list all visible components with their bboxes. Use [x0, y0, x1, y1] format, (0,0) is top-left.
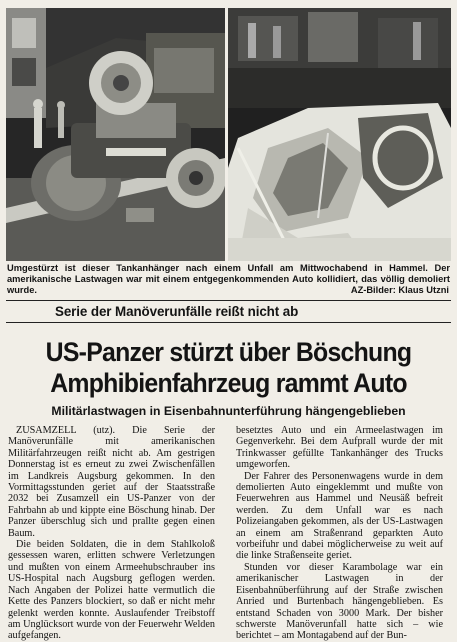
article-column-right	[236, 425, 443, 642]
divider-top	[6, 300, 451, 301]
headline-line-1: US-Panzer stürzt über Böschung	[45, 337, 412, 367]
article-paragraph: ZUSAMZELL (utz). Die Serie der Manöverunfälle mit amerikanischen Militärfahrzeugen reißt nicht ab. Am gestrigen Donnerstag ist es erneut zu zwei Zwischenfällen im Landkreis Augsburg gekommen. In den Vormittagsstunden geriet auf der Staatsstraße 2032 bei Zusamzell ein US-Panzer von der Fahrbahn ab und kippte eine Böschung hinab. Der Panzer überschlug sich und prallte gegen einen Baum.	[8, 425, 215, 539]
subheadline: Militärlastwagen in Eisenbahnunterführung hängengeblieben	[51, 404, 406, 418]
photo-strip	[6, 8, 451, 261]
article-paragraph: Stunden vor dieser Karambolage war ein amerikanischer Lastwagen in der Eisenbahnüberführung auf der Straße zwischen Anried und Burtenbach hängengeblieben. Es entstand Schaden von 3000 Mark. Der bisher schwerste Manöverunfall hatte sich – wie berichtet – am Montagabend auf der Bun-	[236, 561, 443, 642]
divider-kicker	[6, 322, 451, 323]
tank-trailer-illustration	[6, 8, 225, 261]
article-paragraph: besetztes Auto und ein Armeelastwagen im Gegenverkehr. Bei dem Aufprall wurde der mit Trinkwasser gefüllte Tankanhänger des Trucks umgeworfen.	[236, 425, 443, 471]
photo-caption: Umgestürzt ist dieser Tankanhänger nach einem Unfall am Mittwochabend in Hammel. Der amerikanische Lastwagen war mit einem entgegenkommenden Auto kollidiert, das völlig demoliert wurde.	[7, 263, 450, 296]
demolished-car-illustration	[228, 8, 451, 261]
kicker: Serie der Manöverunfälle reißt nicht ab	[55, 304, 299, 319]
photo-overturned-tank-trailer	[6, 8, 225, 261]
photo-demolished-car	[228, 8, 451, 261]
article-paragraph: Die beiden Soldaten, die in dem Stahlkoloß gessessen waren, erlitten schwere Verletzungen und mußten von einem Armeehubschrauber ins US-Hospital nach Augsburg geflogen werden. Nach Angaben der Polizei hatte vermutlich die Kette des Panzers blockiert, so daß er nicht mehr gelenkt werden konnte. Auslaufender Treibstoff am Unglücksort wurde von der Feuerwehr Welden aufgefangen.	[8, 539, 215, 642]
article-paragraph: Der Fahrer des Personenwagens wurde in dem demolierten Auto eingeklemmt und mußte von Feuerwehren aus Hammel und Neusäß befreit werden. Zu dem Unfall war es nach Polizeiangaben gekommen, als der US-Lastwagen an einem am Straßenrand geparkten Auto vorbeifuhr und dabei möglicherweise zu weit auf die linke Straßenseite geriet.	[236, 470, 443, 562]
photo-credit: AZ-Bilder: Klaus Utzni	[350, 285, 449, 295]
headline-line-2: Amphibienfahrzeug rammt Auto	[50, 368, 407, 398]
article-column-left	[8, 425, 215, 642]
